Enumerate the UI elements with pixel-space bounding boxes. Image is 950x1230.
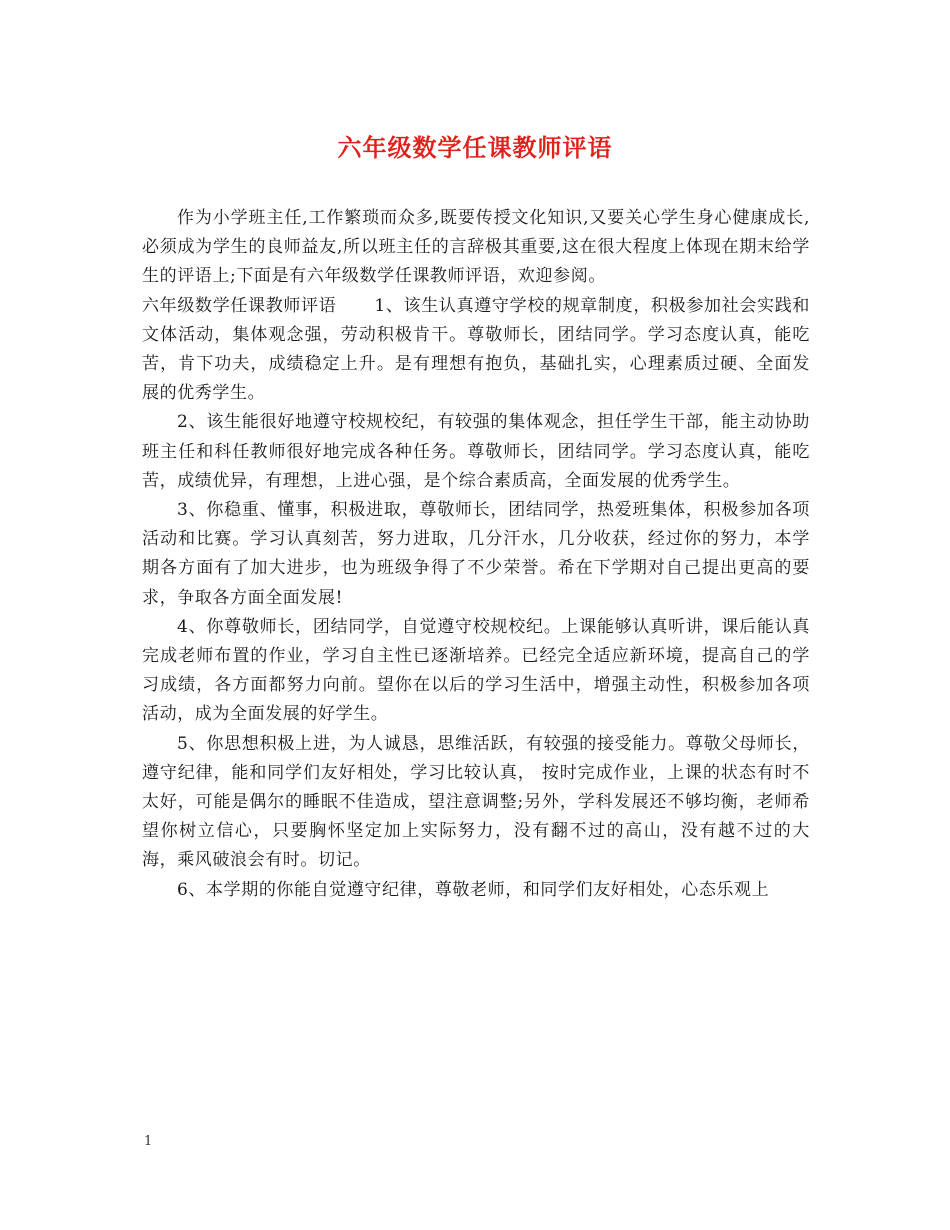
document-body — [142, 204, 810, 905]
intro-paragraph: 作为小学班主任,工作繁琐而众多,既要传授文化知识,又要关心学生身心健康成长,必须成为学生的良师益友,所以班主任的言辞极其重要,这在很大程度上体现在期末给学生的评语上;下面是有六年级数学任课教师评语，欢迎参阅。 — [142, 208, 810, 287]
comment-paragraph-6: 6、本学期的你能自觉遵守纪律，尊敬老师，和同学们友好相处，心态乐观上 — [177, 879, 770, 900]
comment-paragraph-5: 5、你思想积极上进，为人诚恳，思维活跃，有较强的接受能力。尊敬父母师长，遵守纪律，能和同学们友好相处，学习比较认真， 按时完成作业，上课的状态有时不太好，可能是偶尔的睡眠不佳造成，望注意调整;另外，学科发展还不够均衡，老师希望你树立信心，只要胸怀坚定加上实际努力，没有翻不过的高山，没有越不过的大海，乘风破浪会有时。切记。 — [142, 733, 810, 871]
inline-title: 六年级数学任课教师评语 — [142, 295, 337, 316]
comment-paragraph-2: 2、该生能很好地遵守校规校纪，有较强的集体观念，担任学生干部，能主动协助班主任和科任教师很好地完成各种任务。尊敬师长，团结同学。学习态度认真，能吃苦，成绩优异，有理想，上进心强，是个综合素质高，全面发展的优秀学生。 — [142, 412, 810, 491]
comment-paragraph-3: 3、你稳重、懂事，积极进取，尊敬师长，团结同学，热爱班集体，积极参加各项活动和比赛。学习认真刻苦，努力进取，几分汗水，几分收获，经过你的努力，本学期各方面有了加大进步，也为班级争得了不少荣誉。希在下学期对自己提出更高的要求，争取各方面全面发展! — [142, 500, 810, 608]
document-title: 六年级数学任课教师评语 — [337, 133, 613, 162]
comment-paragraph-4: 4、你尊敬师长，团结同学，自觉遵守校规校纪。上课能够认真听讲，课后能认真完成老师布置的作业，学习自主性已逐渐培养。已经完全适应新环境，提高自己的学习成绩，各方面都努力向前。望你在以后的学习生活中，增强主动性，积极参加各项活动，成为全面发展的好学生。 — [142, 616, 810, 725]
page-number: 1 — [144, 1134, 153, 1149]
comment-paragraph-1 — [142, 292, 810, 409]
comment-text-1: 1、该生认真遵守学校的规章制度，积极参加社会实践和文体活动，集体观念强，劳动积极肯干。尊敬师长，团结同学。学习态度认真，能吃苦，肯下功夫，成绩稳定上升。是有理想有抱负，基础扎实，心理素质过硬、全面发展的优秀学生。 — [142, 295, 810, 404]
